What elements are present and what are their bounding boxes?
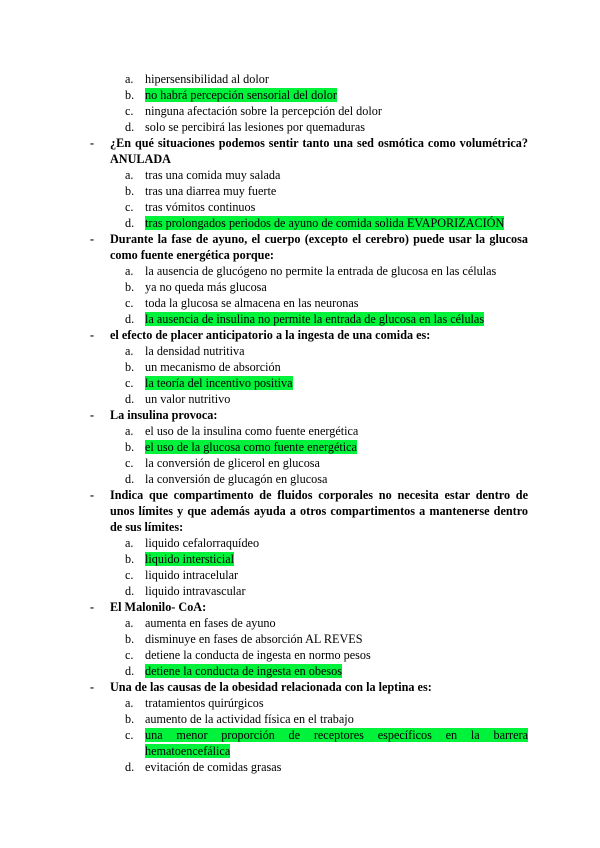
- option-letter: d.: [125, 120, 135, 134]
- answer-option: [125, 631, 528, 647]
- option-letter: b.: [125, 360, 135, 374]
- answer-option: [125, 423, 528, 439]
- answer-option: [125, 71, 528, 87]
- answer-option: [125, 199, 528, 215]
- answer-option: [125, 567, 528, 583]
- option-text: un valor nutritivo: [145, 392, 231, 406]
- option-letter: c.: [125, 456, 134, 470]
- option-letter: c.: [125, 728, 134, 742]
- question-text: - ¿En qué situaciones podemos sentir tanto una sed osmótica como volumétrica? ANULADA: [110, 135, 528, 167]
- question-block: [0, 599, 600, 679]
- option-letter: d.: [125, 584, 135, 598]
- question-block: [0, 407, 600, 487]
- highlighted-answer-text: la ausencia de insulina no permite la entrada de glucosa en las células: [145, 312, 485, 326]
- option-text: tras vómitos continuos: [145, 200, 256, 214]
- option-text: un mecanismo de absorción: [145, 360, 281, 374]
- answer-option: [125, 279, 528, 295]
- question-block: [0, 0, 600, 135]
- highlighted-answer-text: liquido intersticial: [145, 552, 235, 566]
- highlighted-answer-text: la teoría del incentivo positiva: [145, 376, 293, 390]
- answer-option: [125, 615, 528, 631]
- answer-option: [125, 759, 528, 775]
- option-text: la conversión de glucagón en glucosa: [145, 472, 328, 486]
- question-text: - La insulina provoca:: [110, 407, 528, 423]
- option-text: solo se percibirá las lesiones por quemaduras: [145, 120, 365, 134]
- option-letter: c.: [125, 200, 134, 214]
- option-text: liquido intravascular: [145, 584, 246, 598]
- question-text: - Una de las causas de la obesidad relacionada con la leptina es:: [110, 679, 528, 695]
- answer-option: [125, 551, 528, 567]
- option-letter: b.: [125, 88, 135, 102]
- option-letter: a.: [125, 536, 134, 550]
- question-block: [0, 679, 600, 775]
- answer-option: [125, 215, 528, 231]
- option-text: la conversión de glicerol en glucosa: [145, 456, 320, 470]
- option-text: liquido intracelular: [145, 568, 239, 582]
- option-text: detiene la conducta de ingesta en normo pesos: [145, 648, 371, 662]
- option-text: disminuye en fases de absorción AL REVES: [145, 632, 363, 646]
- answer-option: [125, 583, 528, 599]
- option-letter: c.: [125, 568, 134, 582]
- option-text: ninguna afectación sobre la percepción del dolor: [145, 104, 382, 118]
- answer-option: [125, 119, 528, 135]
- option-text: tras una comida muy salada: [145, 168, 281, 182]
- answer-option: [125, 263, 528, 279]
- option-text: la ausencia de glucógeno no permite la entrada de glucosa en las células: [145, 264, 497, 278]
- answer-option: [125, 167, 528, 183]
- option-letter: a.: [125, 344, 134, 358]
- question-block: [0, 327, 600, 407]
- option-text: aumenta en fases de ayuno: [145, 616, 276, 630]
- answer-option: [125, 295, 528, 311]
- option-text: liquido cefalorraquídeo: [145, 536, 260, 550]
- answer-option: [125, 727, 528, 759]
- option-text: tratamientos quirúrgicos: [145, 696, 264, 710]
- option-letter: b.: [125, 552, 135, 566]
- answer-option: [125, 535, 528, 551]
- option-letter: b.: [125, 440, 135, 454]
- option-letter: d.: [125, 216, 135, 230]
- question-text: - Durante la fase de ayuno, el cuerpo (excepto el cerebro) puede usar la glucosa como fuente energética porque:: [110, 231, 528, 263]
- answer-option: [125, 103, 528, 119]
- answer-option: [125, 471, 528, 487]
- option-letter: c.: [125, 648, 134, 662]
- option-text: hipersensibilidad al dolor: [145, 72, 269, 86]
- option-letter: a.: [125, 72, 134, 86]
- answer-option: [125, 439, 528, 455]
- option-letter: b.: [125, 712, 135, 726]
- option-letter: d.: [125, 664, 135, 678]
- highlighted-answer-text: una menor proporción de receptores específicos en la barrera hematoencefálica: [145, 728, 528, 758]
- highlighted-answer-text: tras prolongados periodos de ayuno de comida solida EVAPORIZACIÓN: [145, 216, 505, 230]
- option-text: toda la glucosa se almacena en las neuronas: [145, 296, 359, 310]
- option-letter: b.: [125, 280, 135, 294]
- answer-option: [125, 647, 528, 663]
- option-letter: c.: [125, 104, 134, 118]
- answer-option: [125, 343, 528, 359]
- question-text: - Indica que compartimento de fluidos corporales no necesita estar dentro de unos límites y que además ayuda a otros compartimentos a mantenerse dentro de sus límites:: [110, 487, 528, 535]
- option-letter: c.: [125, 376, 134, 390]
- question-text: - El Malonilo- CoA:: [110, 599, 528, 615]
- highlighted-answer-text: el uso de la glucosa como fuente energética: [145, 440, 357, 454]
- option-letter: d.: [125, 472, 135, 486]
- answer-option: [125, 391, 528, 407]
- option-letter: c.: [125, 296, 134, 310]
- highlighted-answer-text: detiene la conducta de ingesta en obesos: [145, 664, 342, 678]
- answer-option: [125, 375, 528, 391]
- option-text: el uso de la insulina como fuente energética: [145, 424, 359, 438]
- highlighted-answer-text: no habrá percepción sensorial del dolor: [145, 88, 337, 102]
- option-letter: d.: [125, 760, 135, 774]
- question-text: - el efecto de placer anticipatorio a la ingesta de una comida es:: [110, 327, 528, 343]
- answer-option: [125, 183, 528, 199]
- answer-option: [125, 663, 528, 679]
- option-letter: a.: [125, 696, 134, 710]
- answer-option: [125, 711, 528, 727]
- question-block: [0, 231, 600, 327]
- answer-option: [125, 695, 528, 711]
- option-text: aumento de la actividad física en el trabajo: [145, 712, 354, 726]
- option-letter: a.: [125, 616, 134, 630]
- answer-option: [125, 87, 528, 103]
- option-letter: d.: [125, 392, 135, 406]
- option-letter: a.: [125, 424, 134, 438]
- option-letter: a.: [125, 264, 134, 278]
- option-letter: d.: [125, 312, 135, 326]
- option-text: ya no queda más glucosa: [145, 280, 267, 294]
- option-text: evitación de comidas grasas: [145, 760, 282, 774]
- answer-option: [125, 359, 528, 375]
- answer-option: [125, 455, 528, 471]
- option-text: la densidad nutritiva: [145, 344, 245, 358]
- option-text: tras una diarrea muy fuerte: [145, 184, 277, 198]
- option-letter: a.: [125, 168, 134, 182]
- option-letter: b.: [125, 184, 135, 198]
- question-block: [0, 487, 600, 599]
- question-block: [0, 135, 600, 231]
- option-letter: b.: [125, 632, 135, 646]
- answer-option: [125, 311, 528, 327]
